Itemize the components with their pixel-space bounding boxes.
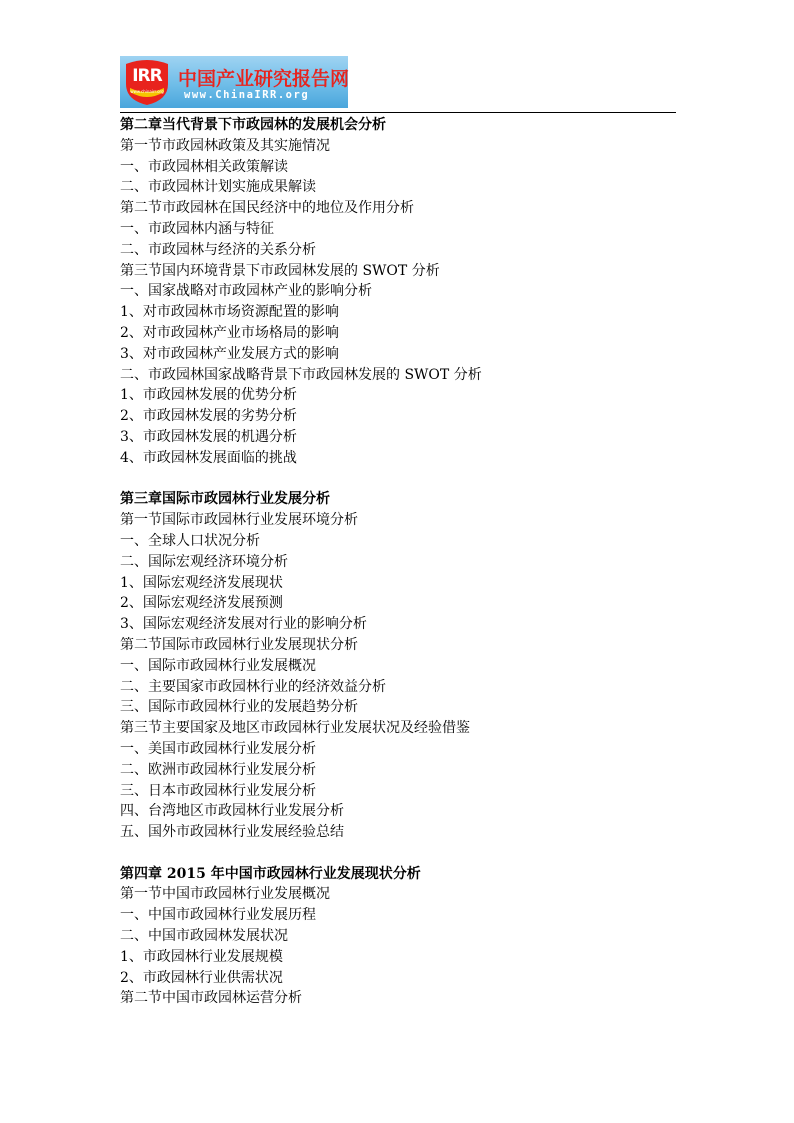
toc-line: 四、台湾地区市政园林行业发展分析	[120, 803, 344, 820]
toc-line: 二、国际宏观经济环境分析	[120, 553, 288, 570]
toc-line: 三、国际市政园林行业的发展趋势分析	[120, 699, 358, 716]
chapter-title: 第三章国际市政园林行业发展分析	[120, 491, 330, 508]
toc-line: 2、对市政园林产业市场格局的影响	[120, 324, 339, 341]
logo-url: www.ChinaIRR.org	[184, 89, 310, 101]
toc-line: 第一节市政园林政策及其实施情况	[120, 137, 330, 154]
toc-line: 3、市政园林发展的机遇分析	[120, 428, 297, 445]
chapter-title: 第二章当代背景下市政园林的发展机会分析	[120, 117, 386, 133]
toc-line: 二、市政园林计划实施成果解读	[120, 179, 316, 196]
toc-line: 3、对市政园林产业发展方式的影响	[120, 345, 339, 362]
toc-line: 1、市政园林发展的优势分析	[120, 387, 297, 404]
toc-line: 第二节中国市政园林运营分析	[120, 990, 302, 1007]
toc-line: 一、市政园林内涵与特征	[120, 220, 274, 237]
toc-line: 二、市政园林与经济的关系分析	[120, 241, 316, 258]
logo-badge-sub: www.chinairr.org	[130, 89, 164, 94]
toc-line: 一、美国市政园林行业发展分析	[120, 740, 316, 757]
logo-badge-text: IRR	[132, 66, 162, 86]
toc-line: 2、市政园林发展的劣势分析	[120, 408, 297, 425]
toc-line: 第二节国际市政园林行业发展现状分析	[120, 636, 358, 653]
toc-line: 二、中国市政园林发展状况	[120, 928, 288, 945]
toc-line: 第二节市政园林在国民经济中的地位及作用分析	[120, 200, 414, 217]
toc-line: 一、国际市政园林行业发展概况	[120, 657, 316, 674]
toc-line: 三、日本市政园林行业发展分析	[120, 782, 316, 799]
toc-line: 1、国际宏观经济发展现状	[120, 574, 283, 591]
toc-content	[120, 115, 680, 1009]
toc-line: 二、欧洲市政园林行业发展分析	[120, 761, 316, 778]
toc-line: 3、国际宏观经济发展对行业的影响分析	[120, 616, 367, 633]
toc-line: 1、对市政园林市场资源配置的影响	[120, 304, 339, 321]
toc-line: 五、国外市政园林行业发展经验总结	[120, 824, 344, 841]
toc-line: 4、市政园林发展面临的挑战	[120, 449, 297, 466]
section-gap	[120, 469, 680, 490]
toc-line: 第一节国际市政园林行业发展环境分析	[120, 512, 358, 529]
header-rule	[120, 112, 676, 113]
toc-line: 一、中国市政园林行业发展历程	[120, 907, 316, 924]
toc-line: 2、国际宏观经济发展预测	[120, 595, 283, 612]
page-header	[120, 56, 676, 114]
toc-line: 第三节国内环境背景下市政园林发展的 SWOT 分析	[120, 262, 440, 279]
toc-line: 一、市政园林相关政策解读	[120, 158, 288, 175]
toc-line: 第一节中国市政园林行业发展概况	[120, 886, 330, 903]
toc-line: 第三节主要国家及地区市政园林行业发展状况及经验借鉴	[120, 720, 470, 737]
toc-line: 2、市政园林行业供需状况	[120, 969, 283, 986]
toc-line: 1、市政园林行业发展规模	[120, 948, 283, 965]
section-gap	[120, 843, 680, 864]
toc-line: 一、国家战略对市政园林产业的影响分析	[120, 283, 372, 300]
toc-line: 二、主要国家市政园林行业的经济效益分析	[120, 678, 386, 695]
logo	[120, 56, 348, 108]
logo-chinese-name: 中国产业研究报告网	[178, 68, 350, 90]
toc-line: 一、全球人口状况分析	[120, 532, 260, 549]
toc-line: 二、市政园林国家战略背景下市政园林发展的 SWOT 分析	[120, 366, 482, 383]
chapter-title: 第四章 2015 年中国市政园林行业发展现状分析	[120, 865, 421, 882]
